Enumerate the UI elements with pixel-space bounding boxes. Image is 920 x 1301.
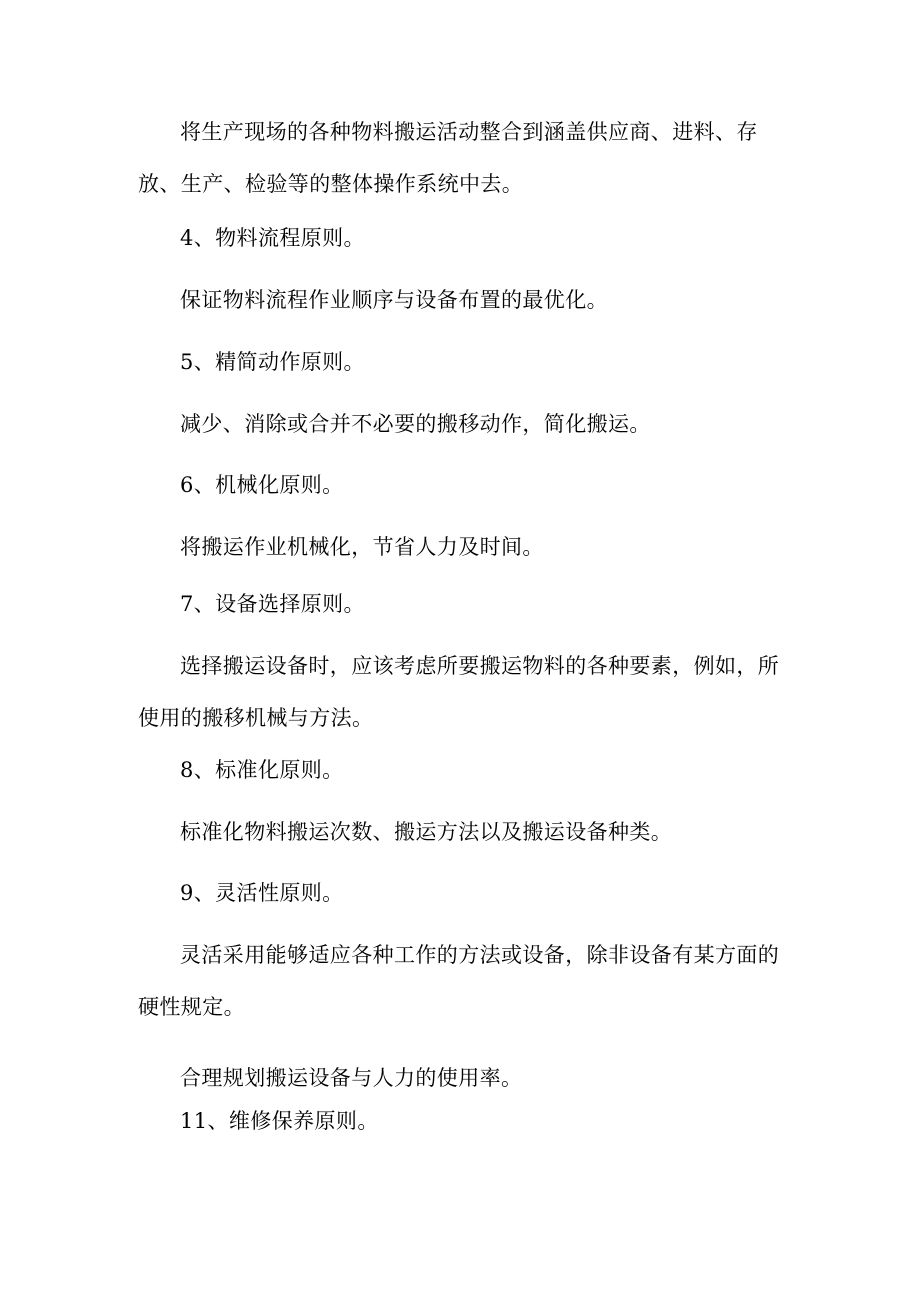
paragraph-utilization: 合理规划搬运设备与人力的使用率。 <box>180 1066 523 1090</box>
paragraph-simplify-motion: 减少、消除或合并不必要的搬移动作，简化搬运。 <box>180 412 651 436</box>
heading-material-flow-principle: 4、物料流程原则。 <box>180 226 365 250</box>
paragraph-material-handling-integration: 将生产现场的各种物料搬运活动整合到涵盖供应商、进料、存放、生产、检验等的整体操作系统中去。 <box>138 120 758 196</box>
paragraph-material-flow: 保证物料流程作业顺序与设备布置的最优化。 <box>180 288 608 312</box>
heading-equipment-selection-principle: 7、设备选择原则。 <box>180 592 365 616</box>
heading-maintenance-principle: 11、维修保养原则。 <box>180 1109 379 1133</box>
heading-simplify-motion-principle: 5、精简动作原则。 <box>180 350 365 374</box>
heading-mechanization-principle: 6、机械化原则。 <box>180 473 344 497</box>
paragraph-equipment-selection: 选择搬运设备时，应该考虑所要搬运物料的各种要素，例如，所使用的搬移机械与方法。 <box>138 654 780 730</box>
heading-flexibility-principle: 9、灵活性原则。 <box>180 881 344 905</box>
paragraph-standardization: 标准化物料搬运次数、搬运方法以及搬运设备种类。 <box>180 820 673 844</box>
heading-standardization-principle: 8、标准化原则。 <box>180 758 344 782</box>
paragraph-mechanization: 将搬运作业机械化，节省人力及时间。 <box>180 535 544 559</box>
paragraph-flexibility: 灵活采用能够适应各种工作的方法或设备，除非设备有某方面的硬性规定。 <box>138 943 780 1019</box>
